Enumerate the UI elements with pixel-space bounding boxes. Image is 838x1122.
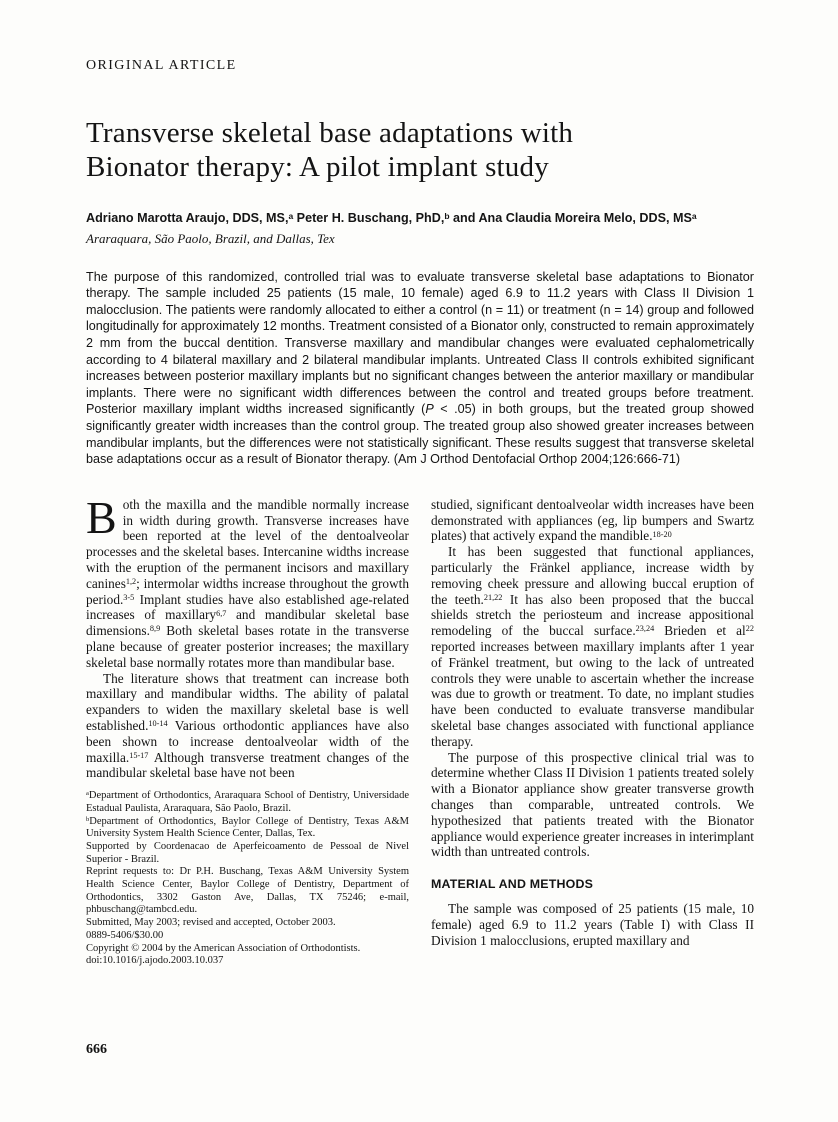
body-paragraph-2: The literature shows that treatment can increase both maxillary and mandibular widths. The ability of palatal expanders to widen the maxillary skeletal base is well established.$^{10-14}$ Various orthodontic appliances have also been shown to increase dentoalveolar width of the maxilla.$^{15-17}$ Although transverse treatment changes of the mandibular skeletal base have not been	[86, 670, 409, 781]
affiliation-line: Araraquara, São Paolo, Brazil, and Dallas, Tex	[86, 230, 335, 246]
footnote-reprint-requests: Reprint requests to: Dr P.H. Buschang, Texas A&M University System Health Science Center, Baylor College of Dentistry, Department of Orthodontics, 3302 Gaston Ave, Dallas, TX 75246; e-mail, phbuschang@tambcd.edu.	[86, 866, 409, 916]
footnote-doi: doi:10.1016/j.ajodo.2003.10.037	[86, 955, 224, 967]
footnote-affiliation-a: $^a$Department of Orthodontics, Araraquara School of Dentistry, Universidade Estadual Paulista, Araraquara, São Paolo, Brazil.	[86, 790, 409, 814]
body-paragraph-4: It has been suggested that functional appliances, particularly the Fränkel appliance, increase width by removing cheek pressure and allowing buccal eruption of the teeth.$^{21,22}$ It has also been proposed that the buccal shields stretch the periosteum and increase appositional remodeling of the buccal surface.$^{23,24}$ Brieden et $al^{22}$ reported increases between maxillary implants after 1 year of Fränkel treatment, but owing to the lack of untreated controls they were unable to ascertain whether the increase was due to growth or treatment. To date, no implant studies have been conducted to evaluate transverse mandibular skeletal base changes associated with functional appliance therapy.	[431, 544, 755, 749]
article-body	[86, 491, 755, 968]
right-column	[431, 497, 754, 968]
abstract-paragraph: The purpose of this randomized, controlled trial was to evaluate transverse skeletal base adaptations to Bionator therapy. The sample included 25 patients (15 male, 10 female) aged 6.9 to 11.2 years with Class II Division 1 malocclusion. The patients were randomly allocated to either a control (n = 11) or treatment (n = 14) group and followed longitudinally for approximately 12 months. Treatment consisted of a Bionator only, constructed to remain approximately 2 mm from the buccal dentition. Transverse maxillary and mandibular changes were evaluated cephalometrically according to 4 bilateral maxillary and 2 bilateral mandibular implants. Untreated Class II controls exhibited significant increases between posterior maxillary implants but no significant changes between the anterior maxillary or mandibular implants. There were no significant width differences between the control and treated groups before treatment. Posterior maxillary implant widths increased significantly (P < .05) in both groups, but the treated group showed significantly greater width increases than the control group. The treated group also showed greater increases between mandibular implants, but the differences were not statistically significant. These results suggest that transverse skeletal base adaptations occur as a result of Bionator therapy. (Am J Orthod Dentofacial Orthop 2004;126:666-71)	[86, 269, 754, 467]
page-number: 666	[86, 1042, 107, 1057]
drop-cap-letter: B	[86, 491, 117, 543]
paragraph-text: oth the maxilla and the mandible normally increase in width during growth. Transverse increases have been reported at the level of the dentoalveolar processes and the skeletal bases. Intercanine widths increase with the eruption of the permanent incisors and maxillary canines$^{1,2}$; intermolar widths increase throughout the growth period.$^{3-5}$ Implant studies have also established age-related increases of maxillary$^{6,7}$ and mandibular skeletal base dimensions.$^{8,9}$ Both skeletal bases rotate in the transverse plane because of greater posterior increases; the maxillary skeletal base normally rotates more than mandibular base.	[86, 496, 409, 670]
footnote-support: Supported by Coordenacao de Aperfeicoamento de Pessoal de Nivel Superior - Brazil.	[86, 840, 409, 865]
body-paragraph-1	[86, 491, 409, 671]
body-paragraph-6: The sample was composed of 25 patients (15 male, 10 female) aged 6.9 to 11.2 years (Table I) with Class II Division 1 malocclusions, erupted maxillary and	[431, 901, 754, 948]
left-column	[86, 491, 409, 968]
article-title	[86, 116, 754, 184]
footnote-submission-dates: Submitted, May 2003; revised and accepted, October 2003.	[86, 917, 336, 929]
footnote-issn-price: 0889-5406/$30.00	[86, 929, 164, 941]
article-title-line2: Bionator therapy: A pilot implant study	[86, 151, 549, 184]
footnote-block	[86, 790, 409, 968]
author-byline: Adriano Marotta Araujo, DDS, MS,$^a$ Peter H. Buschang, PhD,$^b$ and Ana Claudia Moreira Melo, DDS, $MS^a$	[86, 210, 697, 226]
article-title-line1: Transverse skeletal base adaptations with	[86, 117, 574, 149]
article-masthead	[86, 58, 754, 248]
footnote-copyright: Copyright © 2004 by the American Association of Orthodontists.	[86, 942, 361, 954]
section-heading-material-and-methods: MATERIAL AND METHODS	[431, 877, 594, 892]
footnote-affiliation-b: $^b$Department of Orthodontics, Baylor College of Dentistry, Texas A&M University System Health Science Center, Dallas, Tex.	[86, 815, 409, 840]
body-paragraph-3: studied, significant dentoalveolar width increases have been demonstrated with appliances (eg, lip bumpers and Swartz plates) that actively expand the mandible.$^{18-20}$	[431, 496, 754, 544]
article-type-label: ORIGINAL ARTICLE	[86, 58, 237, 73]
body-paragraph-5: The purpose of this prospective clinical trial was to determine whether Class II Division 1 patients treated solely with a Bionator appliance show greater transverse growth changes than comparable, untreated controls. We hypothesized that patients treated with the Bionator appliance would experience greater increases in interimplant width than untreated controls.	[431, 749, 754, 860]
